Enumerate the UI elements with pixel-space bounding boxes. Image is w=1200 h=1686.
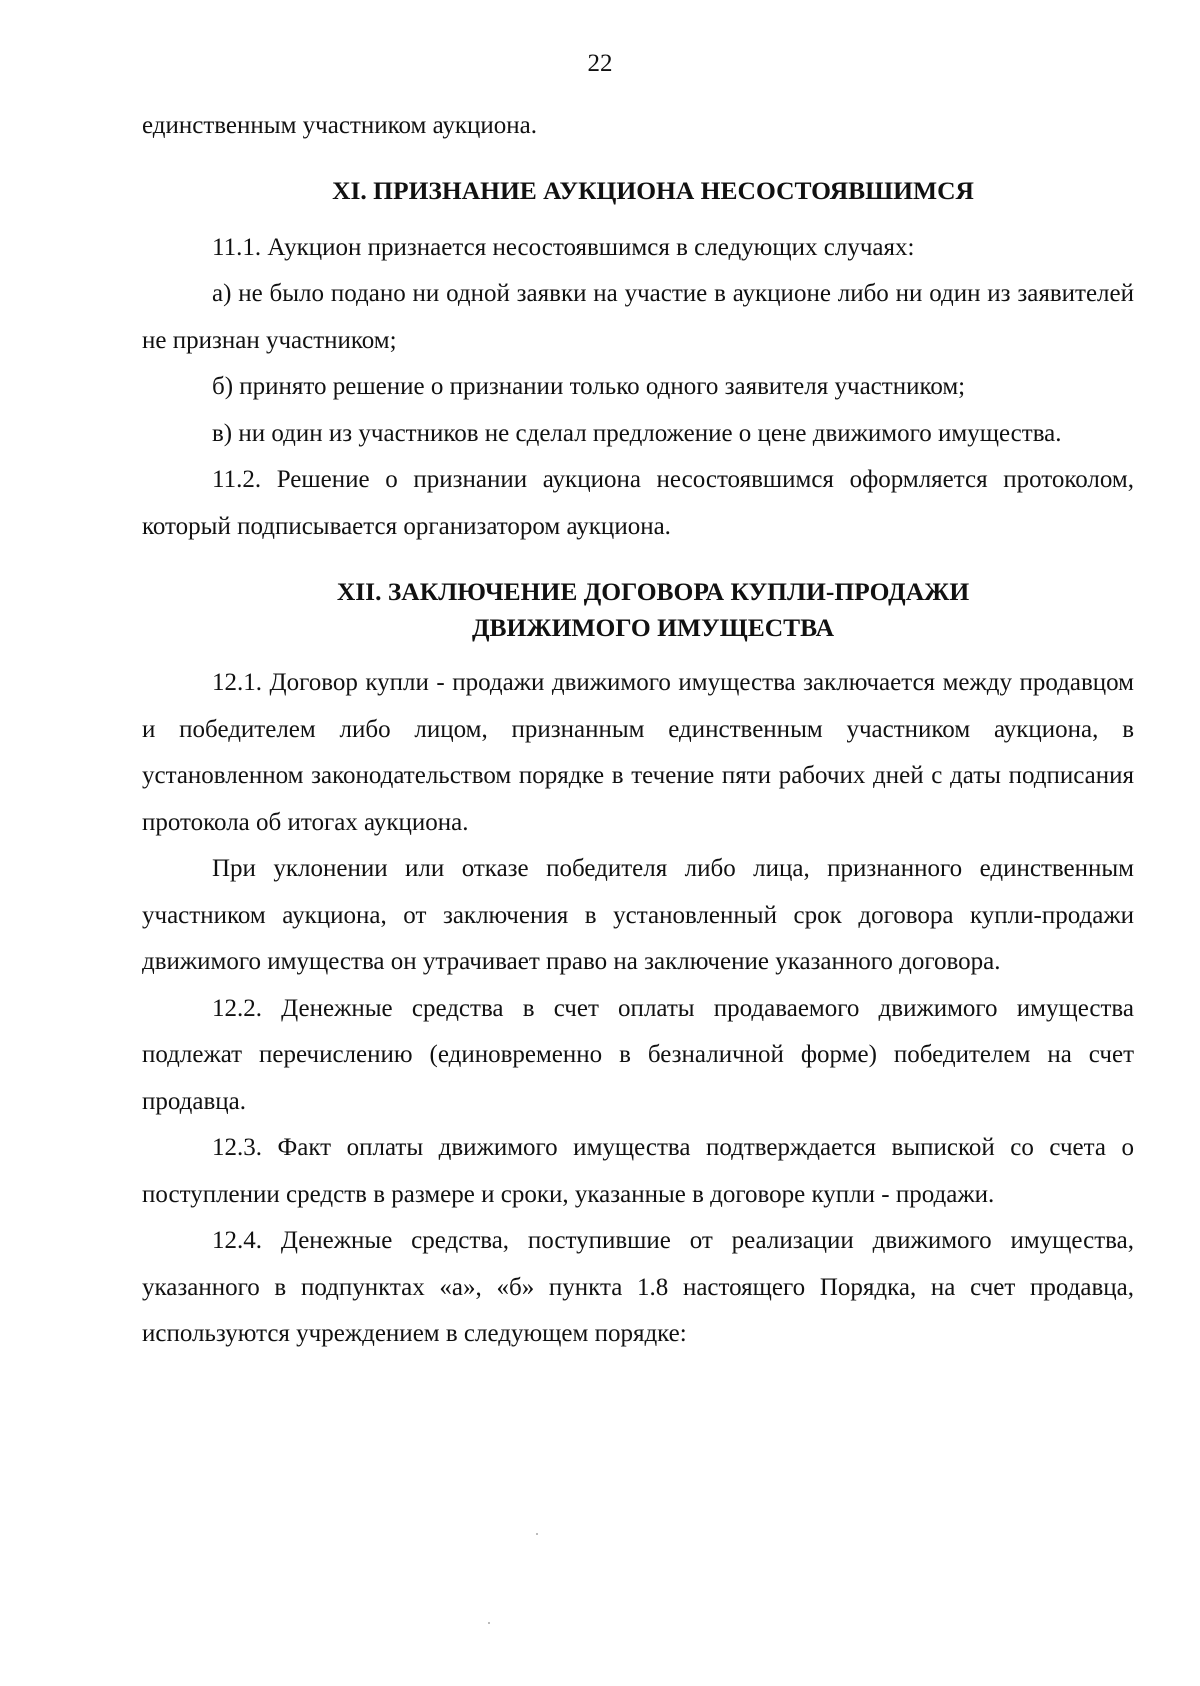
clause-12-1-evasion: При уклонении или отказе победителя либо лица, признанного единственным участником аукциона, от заключения в установленный срок договора купли-продажи движимого имущества он утрачивает право на заключение указанного договора. bbox=[142, 855, 1134, 975]
clause-11-1-a: а) не было подано ни одной заявки на участие в аукционе либо ни один из заявителей не признан участником; bbox=[142, 280, 1134, 354]
scan-speck bbox=[536, 1533, 538, 1535]
section-12-heading-line1: XII. ЗАКЛЮЧЕНИЕ ДОГОВОРА КУПЛИ-ПРОДАЖИ bbox=[336, 577, 970, 606]
section-12-heading bbox=[142, 574, 1134, 646]
clause-11-1-b: б) принято решение о признании только одного заявителя участником; bbox=[212, 373, 966, 400]
clause-11-2: 11.2. Решение о признании аукциона несостоявшимся оформляется протоколом, который подписывается организатором аукциона. bbox=[142, 466, 1134, 540]
clause-12-2: 12.2. Денежные средства в счет оплаты продаваемого движимого имущества подлежат перечислению (единовременно в безналичной форме) победителем на счет продавца. bbox=[142, 994, 1134, 1115]
clause-12-1: 12.1. Договор купли - продажи движимого имущества заключается между продавцом и победителем либо лицом, признанным единственным участником аукциона, в установленном законодательством порядке в течение пяти рабочих дней с даты подписания протокола об итогах аукциона. bbox=[142, 669, 1134, 836]
section-11-heading: XI. ПРИЗНАНИЕ АУКЦИОНА НЕСОСТОЯВШИМСЯ bbox=[332, 175, 974, 205]
scan-speck bbox=[488, 1622, 490, 1624]
clause-12-3: 12.3. Факт оплаты движимого имущества подтверждается выпиской со счета о поступлении средств в размере и сроки, указанные в договоре купли - продажи. bbox=[142, 1134, 1134, 1208]
continuation-line: единственным участником аукциона. bbox=[142, 112, 538, 139]
section-12-heading-line2: ДВИЖИМОГО ИМУЩЕСТВА bbox=[471, 613, 834, 642]
page-number: 22 bbox=[587, 50, 613, 77]
document-body bbox=[142, 103, 1134, 1358]
clause-11-1-v: в) ни один из участников не сделал предложение о цене движимого имущества. bbox=[212, 419, 1062, 447]
clause-11-1: 11.1. Аукцион признается несостоявшимся в следующих случаях: bbox=[212, 233, 915, 261]
clause-12-4: 12.4. Денежные средства, поступившие от реализации движимого имущества, указанного в подпунктах «а», «б» пункта 1.8 настоящего Порядка, на счет продавца, используются учреждением в следующем порядке: bbox=[142, 1227, 1134, 1347]
